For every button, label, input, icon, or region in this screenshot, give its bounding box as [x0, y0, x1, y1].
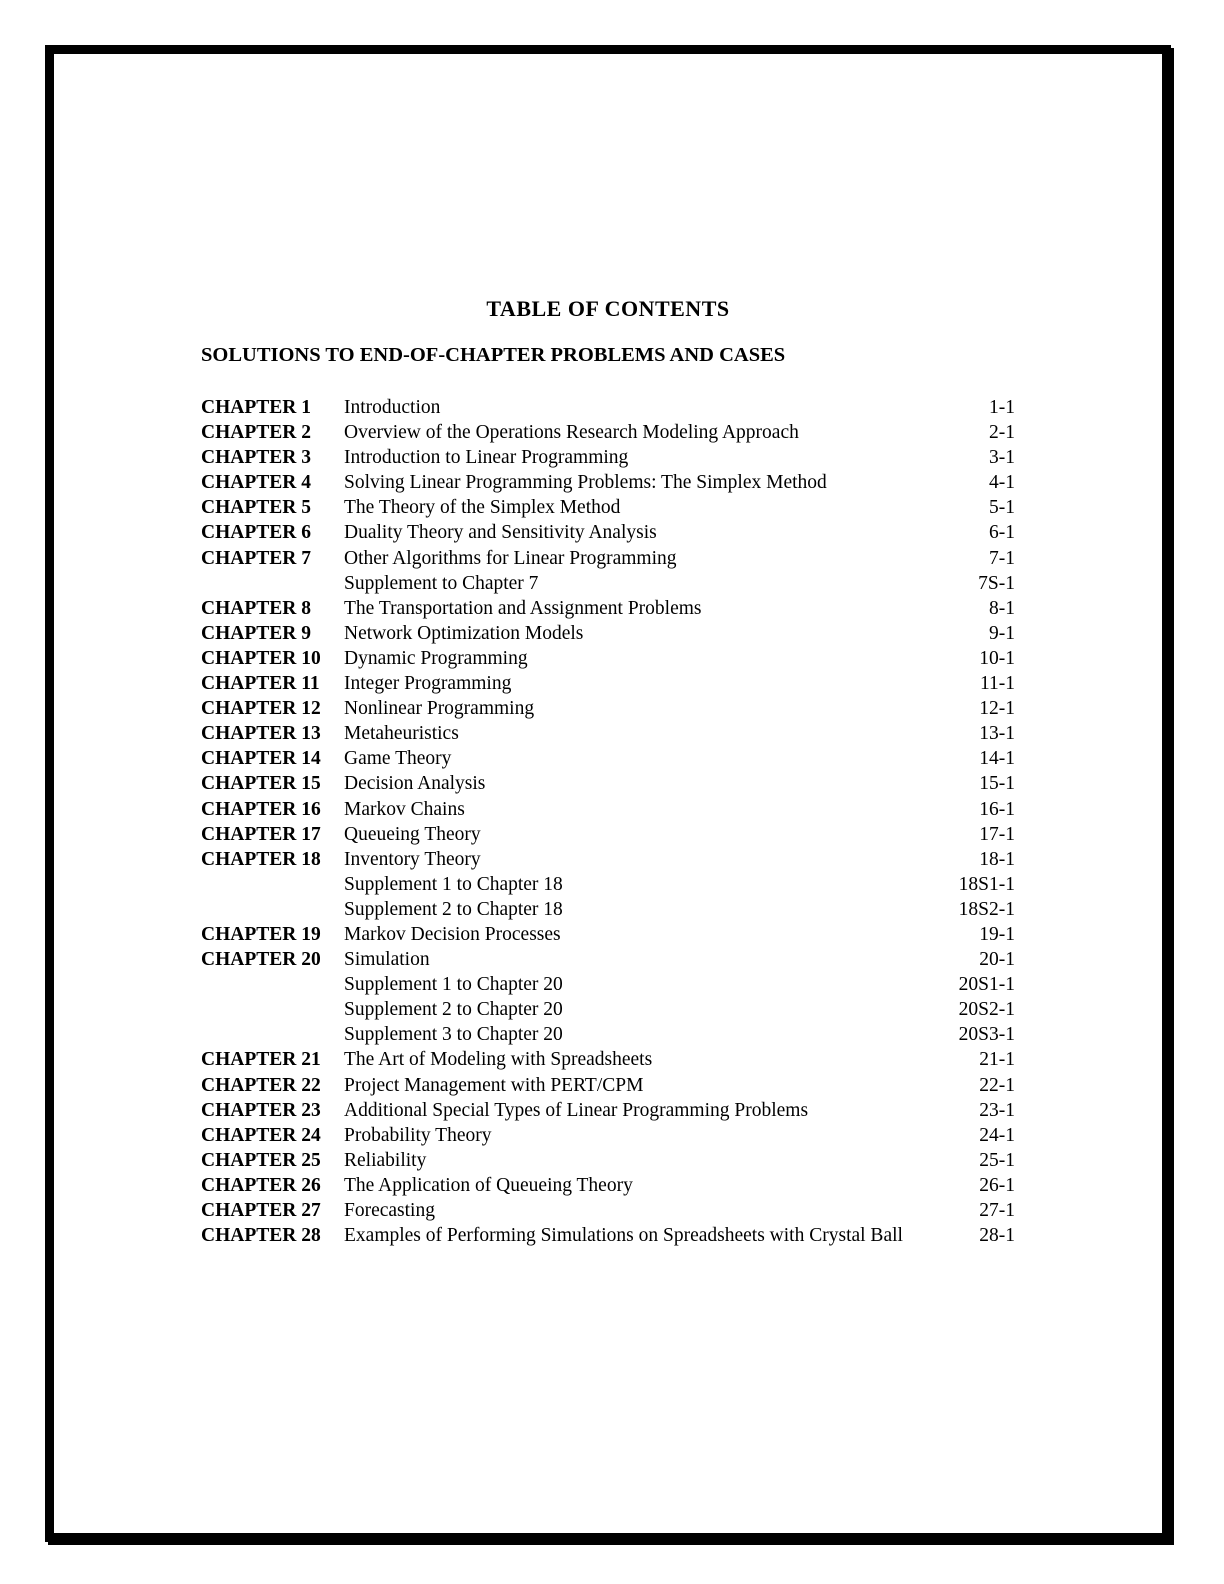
toc-entry-title: Markov Chains [344, 798, 465, 820]
toc-entry-chapter-label: CHAPTER 27 [201, 1200, 321, 1221]
toc-entry-chapter-label: CHAPTER 24 [201, 1124, 321, 1146]
toc-entry [201, 646, 1015, 671]
toc-entry [201, 872, 1015, 897]
toc-entry-page-number: 16-1 [979, 798, 1015, 820]
section-heading: SOLUTIONS TO END-OF-CHAPTER PROBLEMS AND CASES [201, 344, 786, 366]
toc-entry-page-number: 25-1 [979, 1149, 1015, 1171]
toc-entry-chapter-label: CHAPTER 13 [201, 723, 321, 745]
toc-entry-page-number: 22-1 [979, 1074, 1015, 1096]
toc-entry [201, 1047, 1015, 1072]
toc-entry-page-number: 20S2-1 [958, 999, 1015, 1021]
toc-entry [201, 1173, 1015, 1198]
toc-entry [201, 395, 1015, 420]
toc-entry-page-number: 19-1 [979, 923, 1015, 945]
toc-entry-chapter-label: CHAPTER 15 [201, 773, 321, 795]
toc-entry-page-number: 1-1 [989, 397, 1015, 418]
toc-entry-title: Network Optimization Models [344, 622, 584, 644]
toc-entry-page-number: 26-1 [979, 1174, 1015, 1196]
toc-entry-title: Probability Theory [344, 1124, 492, 1146]
toc-entry-chapter-label: CHAPTER 17 [201, 823, 321, 845]
toc-entry-page-number: 24-1 [979, 1124, 1015, 1146]
toc-entry [201, 797, 1015, 822]
toc-entry-chapter-label: CHAPTER 7 [201, 547, 311, 569]
toc-entry-page-number: 12-1 [979, 698, 1015, 720]
toc-entry-chapter-label: CHAPTER 3 [201, 447, 311, 469]
toc-entry [201, 897, 1015, 922]
toc-entry-page-number: 27-1 [979, 1200, 1015, 1221]
toc-entry [201, 546, 1015, 571]
toc-entry [201, 847, 1015, 872]
toc-entry-page-number: 23-1 [979, 1099, 1015, 1121]
toc-entry-title: Supplement 2 to Chapter 18 [344, 898, 563, 920]
toc-entry-chapter-label: CHAPTER 25 [201, 1149, 321, 1171]
document-page-content [54, 54, 1162, 1533]
toc-entry-title: Queueing Theory [344, 823, 481, 845]
toc-entry-title: Game Theory [344, 748, 452, 770]
toc-entry-title: The Application of Queueing Theory [344, 1174, 633, 1196]
toc-entry-title: Dynamic Programming [344, 647, 528, 669]
toc-entry [201, 1022, 1015, 1047]
toc-entry [201, 520, 1015, 545]
toc-entry-title: Simulation [344, 949, 430, 971]
toc-entry-title: The Art of Modeling with Spreadsheets [344, 1049, 653, 1071]
toc-entry-title: Examples of Performing Simulations on Spreadsheets with Crystal Ball [344, 1225, 903, 1247]
toc-entry-page-number: 11-1 [979, 673, 1015, 695]
toc-entry-chapter-label: CHAPTER 20 [201, 949, 321, 971]
toc-entry-title: Supplement 1 to Chapter 20 [344, 974, 563, 996]
toc-entry [201, 822, 1015, 847]
toc-entry [201, 571, 1015, 596]
toc-entry-page-number: 18S2-1 [958, 898, 1015, 920]
toc-entry-chapter-label: CHAPTER 1 [201, 397, 311, 418]
toc-entry-page-number: 15-1 [979, 773, 1015, 795]
toc-entry [201, 596, 1015, 621]
toc-entry-page-number: 28-1 [979, 1225, 1015, 1247]
toc-entry [201, 495, 1015, 520]
toc-entry-title: Overview of the Operations Research Modeling Approach [344, 422, 799, 444]
toc-entry [201, 445, 1015, 470]
toc-entry-chapter-label: CHAPTER 18 [201, 848, 321, 870]
page-title: TABLE OF CONTENTS [486, 296, 730, 321]
toc-entry [201, 1073, 1015, 1098]
toc-entry [201, 671, 1015, 696]
toc-entry-chapter-label: CHAPTER 28 [201, 1225, 321, 1247]
toc-entry-title: Forecasting [344, 1200, 435, 1221]
toc-entry-chapter-label: CHAPTER 9 [201, 622, 311, 644]
toc-entry-chapter-label: CHAPTER 14 [201, 748, 321, 770]
toc-entry-page-number: 9-1 [989, 622, 1015, 644]
toc-entry [201, 746, 1015, 771]
toc-entry-chapter-label: CHAPTER 26 [201, 1174, 321, 1196]
toc-entry-page-number: 20S1-1 [958, 974, 1015, 996]
toc-entry-page-number: 18-1 [979, 848, 1015, 870]
toc-entry-page-number: 3-1 [989, 447, 1015, 469]
toc-entry-page-number: 14-1 [979, 748, 1015, 770]
toc-entry-chapter-label: CHAPTER 4 [201, 472, 311, 494]
toc-entry-page-number: 4-1 [989, 472, 1015, 494]
toc-entry-page-number: 20-1 [979, 949, 1015, 971]
toc-entry-page-number: 20S3-1 [958, 1024, 1015, 1046]
toc-entry-title: Introduction to Linear Programming [344, 447, 629, 469]
document-page-frame [45, 45, 1171, 1542]
toc-entry-title: Integer Programming [344, 673, 512, 695]
toc-entry-page-number: 2-1 [989, 422, 1015, 444]
toc-entry [201, 621, 1015, 646]
toc-entry-title: Markov Decision Processes [344, 923, 561, 945]
toc-entry-title: Supplement 1 to Chapter 18 [344, 873, 563, 895]
toc-entry [201, 771, 1015, 796]
toc-entry-title: Supplement to Chapter 7 [344, 572, 539, 594]
toc-entry-title: Supplement 2 to Chapter 20 [344, 999, 563, 1021]
toc-entry [201, 1098, 1015, 1123]
toc-entry-page-number: 18S1-1 [958, 873, 1015, 895]
toc-entry [201, 922, 1015, 947]
toc-entry [201, 696, 1015, 721]
toc-entry [201, 721, 1015, 746]
toc-entry-title: The Theory of the Simplex Method [344, 497, 621, 519]
toc-entry-title: The Transportation and Assignment Problems [344, 597, 702, 619]
toc-entry-page-number: 7-1 [989, 547, 1015, 569]
toc-entry-chapter-label: CHAPTER 12 [201, 698, 321, 720]
toc-entry-title: Solving Linear Programming Problems: The Simplex Method [344, 472, 827, 494]
toc-entry-chapter-label: CHAPTER 16 [201, 798, 321, 820]
toc-entry-page-number: 5-1 [989, 497, 1015, 519]
toc-entry-title: Inventory Theory [344, 848, 481, 870]
toc-entry-page-number: 7S-1 [978, 572, 1015, 594]
toc-entry-chapter-label: CHAPTER 19 [201, 923, 321, 945]
toc-entry [201, 1198, 1015, 1223]
toc-entry-title: Duality Theory and Sensitivity Analysis [344, 522, 657, 544]
toc-entry-title: Other Algorithms for Linear Programming [344, 547, 677, 569]
toc-entry-chapter-label: CHAPTER 5 [201, 497, 311, 519]
toc-entry-page-number: 13-1 [979, 723, 1015, 745]
toc-entry-title: Nonlinear Programming [344, 698, 535, 720]
toc-entry-chapter-label: CHAPTER 8 [201, 597, 311, 619]
toc-entry-chapter-label: CHAPTER 6 [201, 522, 311, 544]
toc-entry-title: Supplement 3 to Chapter 20 [344, 1024, 563, 1046]
toc-entry-title: Project Management with PERT/CPM [344, 1074, 644, 1096]
toc-entry-page-number: 6-1 [989, 522, 1015, 544]
toc-entry-chapter-label: CHAPTER 21 [201, 1049, 321, 1071]
toc-entry-title: Additional Special Types of Linear Programming Problems [344, 1099, 809, 1121]
toc-entry [201, 1123, 1015, 1148]
toc-entry-title: Decision Analysis [344, 773, 486, 795]
toc-entry-chapter-label: CHAPTER 23 [201, 1099, 321, 1121]
toc-entry-page-number: 8-1 [989, 597, 1015, 619]
toc-entry-title: Introduction [344, 397, 441, 418]
toc-entry [201, 997, 1015, 1022]
toc-entry-title: Reliability [344, 1149, 427, 1171]
toc-entry-chapter-label: CHAPTER 22 [201, 1074, 321, 1096]
toc-entry [201, 947, 1015, 972]
toc-entry [201, 1223, 1015, 1248]
toc-entry-page-number: 21-1 [979, 1049, 1015, 1071]
toc-entry [201, 1148, 1015, 1173]
toc-entry-title: Metaheuristics [344, 723, 459, 745]
toc-entry [201, 420, 1015, 445]
toc-entry [201, 470, 1015, 495]
toc-entry-chapter-label: CHAPTER 10 [201, 647, 321, 669]
toc-entry-page-number: 10-1 [979, 647, 1015, 669]
toc-entry-page-number: 17-1 [979, 823, 1015, 845]
toc-entry-chapter-label: CHAPTER 11 [201, 673, 320, 695]
table-of-contents [201, 395, 1015, 1248]
toc-entry [201, 972, 1015, 997]
toc-entry-chapter-label: CHAPTER 2 [201, 422, 311, 444]
